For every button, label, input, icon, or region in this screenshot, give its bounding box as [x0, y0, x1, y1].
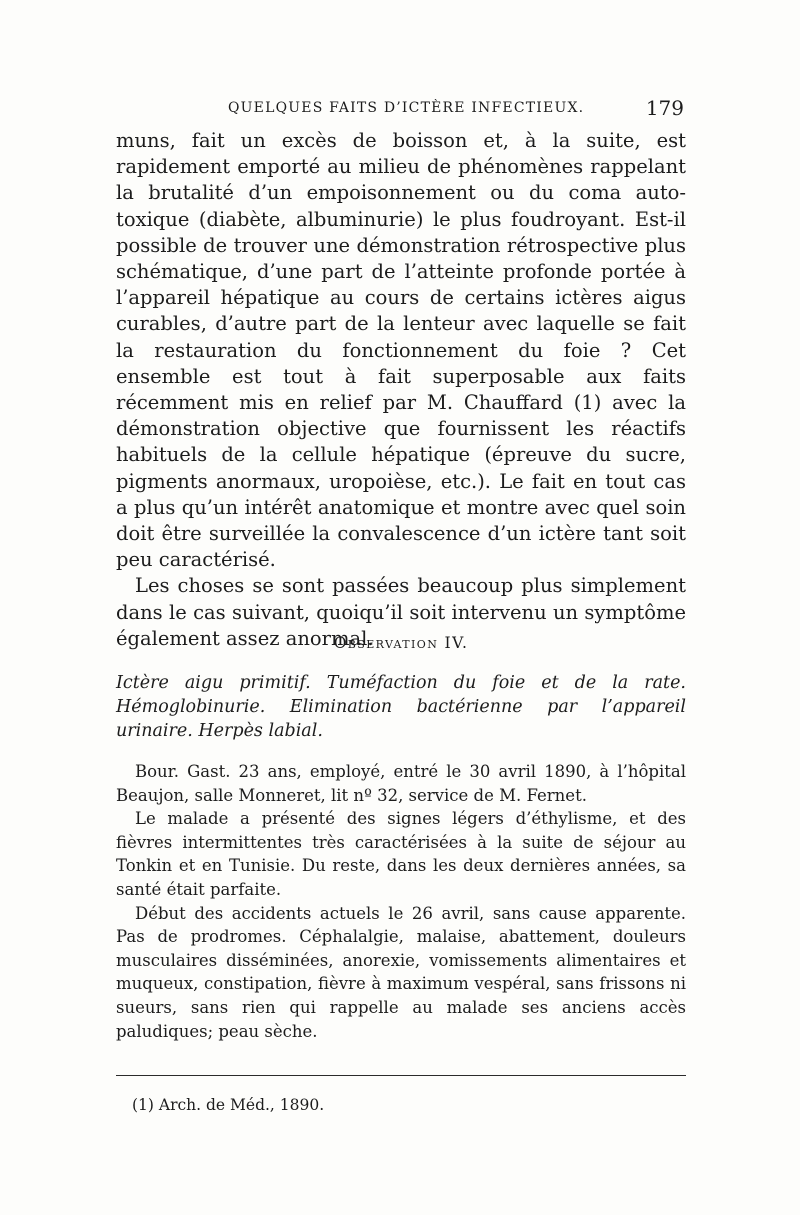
paragraph: Les choses se sont passées beaucoup plus simplement dans le cas suivant, quoiqu’il soit intervenu un symptôme également assez anormal. — [116, 574, 686, 650]
footnote: (1) Arch. de Méd., 1890. — [132, 1096, 325, 1114]
observation-heading: Observation IV. — [333, 634, 469, 652]
paragraph: muns, fait un excès de boisson et, à la suite, est rapidement emporté au milieu de phénomènes rappelant la brutalité d’un empoisonnement ou du coma auto-toxique (diabète, albuminurie) le plus foudroyant. Est-il possible de trouver une démonstration rétrospective plus schématique, d’une part de l’atteinte profonde portée à l’appareil hépatique au cours de certains ictères aigus curables, d’autre part de la lenteur avec laquelle se fait la restauration du fonctionnement du foie ? Cet ensemble est tout à fait superposable aux faits récemment mis en relief par M. Chauffard (1) avec la démonstration objective que fournissent les réactifs habituels de la cellule hépatique (épreuve du sucre, pigments anormaux, uropoièse, etc.). Le fait en tout cas a plus qu’un intérêt anatomique et montre avec quel soin doit être surveillée la convalescence d’un ictère tant soit peu caractérisé. — [116, 129, 686, 572]
observation-subtitle — [116, 671, 686, 743]
body-text — [116, 128, 686, 652]
footnote-divider — [116, 1075, 686, 1076]
case-paragraph: Début des accidents actuels le 26 avril, sans cause apparente. Pas de prodromes. Céphalalgie, malaise, abattement, douleurs musculaires disséminées, anorexie, vomissements alimentaires et muqueux, constipation, fièvre à maximum vespéral, sans frissons ni sueurs, sans rien qui rappelle au malade ses anciens accès paludiques; peau sèche. — [116, 903, 686, 1041]
case-report — [116, 760, 686, 1043]
running-title: QUELQUES FAITS D’ICTÈRE INFECTIEUX. — [228, 100, 585, 116]
observation-subtitle-text: Ictère aigu primitif. Tuméfaction du foie et de la rate. Hémoglobinurie. Elimination bactérienne par l’appareil urinaire. Herpès labial. — [116, 673, 686, 741]
case-paragraph: Le malade a présenté des signes légers d’éthylisme, et des fièvres intermittentes très caractérisées à la suite de séjour au Tonkin et en Tunisie. Du reste, dans les deux dernières années, sa santé était parfaite. — [116, 809, 686, 899]
case-paragraph: Bour. Gast. 23 ans, employé, entré le 30 avril 1890, à l’hôpital Beaujon, salle Monneret, lit nº 32, service de M. Fernet. — [116, 762, 686, 805]
page-number: 179 — [645, 96, 684, 120]
running-head — [116, 96, 684, 122]
